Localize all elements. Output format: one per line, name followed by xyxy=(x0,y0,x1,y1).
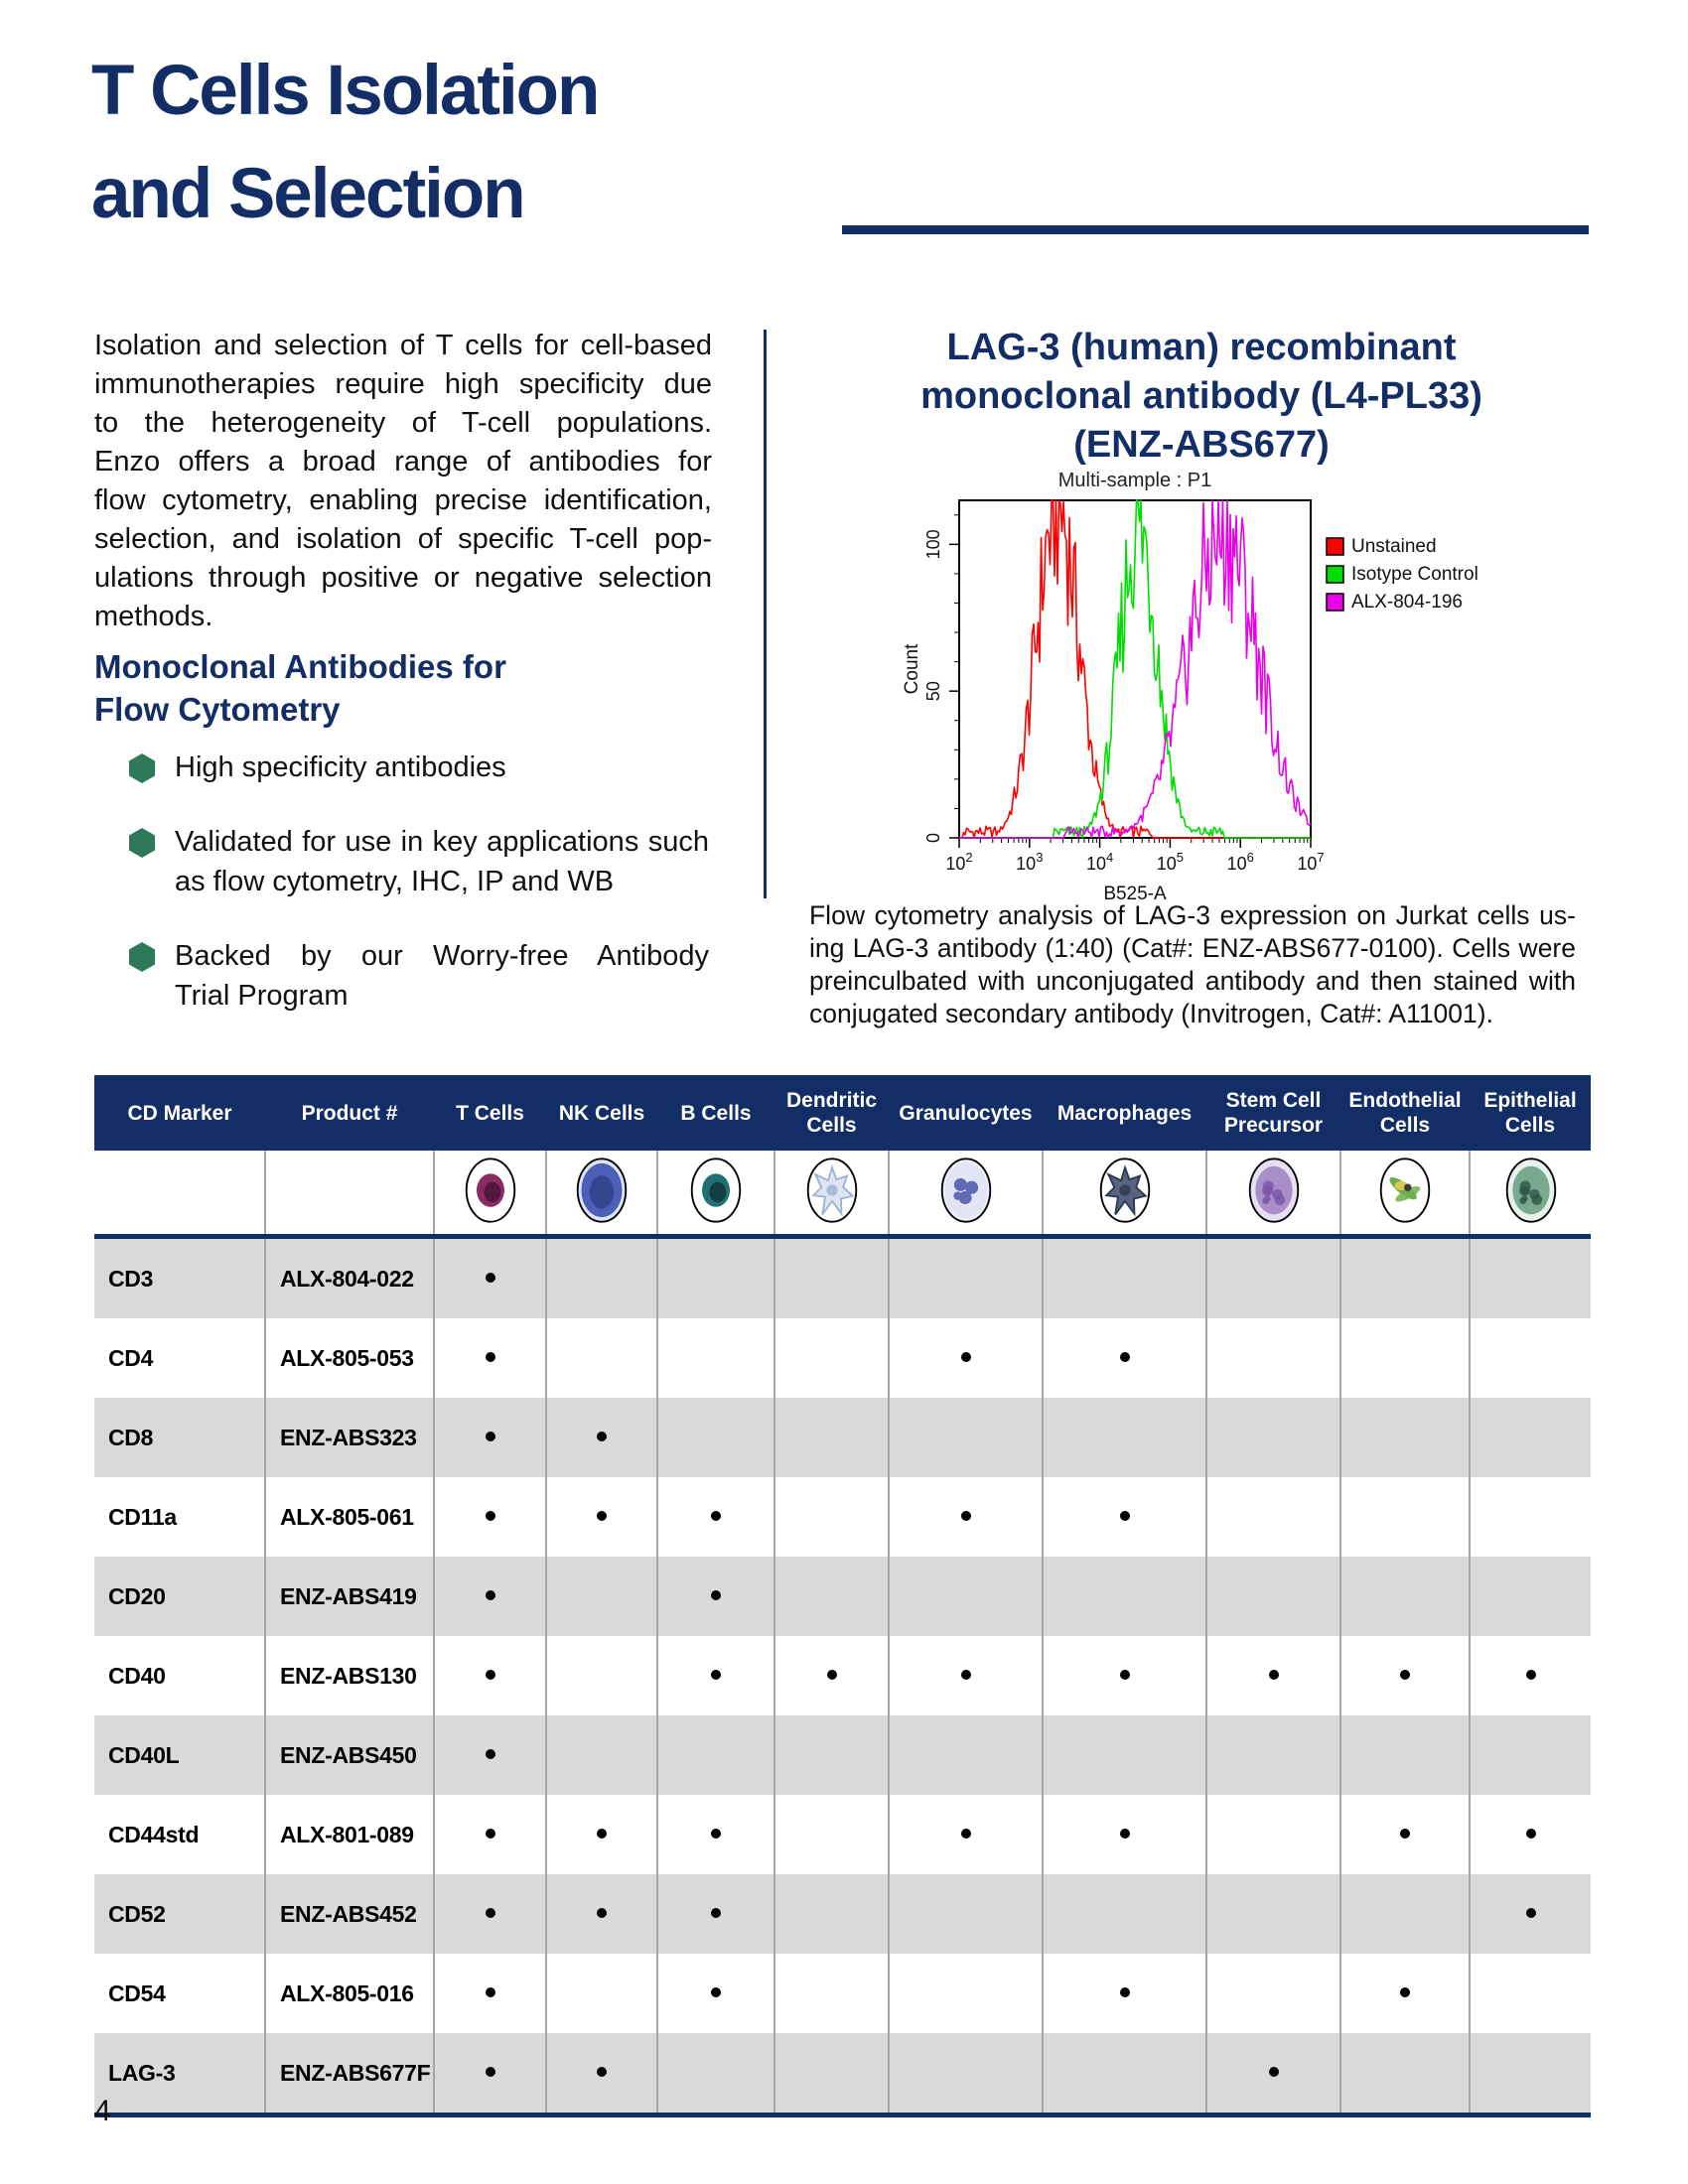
reactivity-cell xyxy=(434,2033,546,2116)
reactivity-cell xyxy=(546,1954,657,2033)
reactivity-cell xyxy=(1043,1715,1206,1795)
cell-image-row xyxy=(94,1151,1591,1237)
reactivity-dot xyxy=(1526,1829,1536,1839)
column-header: Epithelial Cells xyxy=(1470,1075,1591,1151)
reactivity-dot xyxy=(1120,1352,1130,1362)
feature-bullet-line: Backed by our Worry-free Antibody xyxy=(175,940,709,972)
product-number-cell: ENZ-ABS419 xyxy=(265,1557,434,1636)
feature-bullet-list xyxy=(129,748,709,1050)
reactivity-cell xyxy=(1340,1954,1470,2033)
column-divider xyxy=(764,330,767,898)
granulocyte-icon xyxy=(889,1151,1043,1237)
reactivity-dot xyxy=(486,2067,495,2077)
reactivity-cell xyxy=(546,1715,657,1795)
reactivity-cell xyxy=(657,1954,774,2033)
table-header-row xyxy=(94,1075,1591,1151)
reactivity-dot xyxy=(597,1829,607,1839)
reactivity-dot xyxy=(1400,1829,1410,1839)
reactivity-cell xyxy=(1206,1557,1340,1636)
reactivity-cell xyxy=(1470,2033,1591,2116)
reactivity-cell xyxy=(434,1715,546,1795)
product-panel-heading xyxy=(814,324,1589,470)
t-cell-icon xyxy=(434,1151,546,1237)
reactivity-cell xyxy=(1206,1237,1340,1319)
product-number-cell: ENZ-ABS130 xyxy=(265,1636,434,1715)
reactivity-cell xyxy=(889,1477,1043,1557)
table-row xyxy=(94,1636,1591,1715)
reactivity-cell xyxy=(1340,1237,1470,1319)
reactivity-dot xyxy=(711,1670,721,1680)
intro-line: immunotherapies require high specificity due xyxy=(94,368,712,400)
reactivity-cell xyxy=(657,1795,774,1874)
reactivity-cell xyxy=(1470,1398,1591,1477)
reactivity-dot xyxy=(961,1670,971,1680)
reactivity-cell xyxy=(657,1874,774,1954)
reactivity-cell xyxy=(1470,1715,1591,1795)
table-row xyxy=(94,1795,1591,1874)
svg-text:50: 50 xyxy=(923,681,943,702)
reactivity-dot xyxy=(1120,1829,1130,1839)
reactivity-dot xyxy=(827,1670,837,1680)
product-number-cell: ALX-804-022 xyxy=(265,1237,434,1319)
column-header: Endothelial Cells xyxy=(1340,1075,1470,1151)
reactivity-cell xyxy=(889,1795,1043,1874)
feature-bullet-line: Validated for use in key applications such xyxy=(175,826,709,858)
reactivity-cell xyxy=(1470,1557,1591,1636)
reactivity-cell xyxy=(1340,1795,1470,1874)
reactivity-dot xyxy=(711,1908,721,1918)
table-body xyxy=(94,1151,1591,2116)
page-title-line-1: T Cells Isolation xyxy=(91,52,599,130)
hexagon-bullet-icon xyxy=(129,753,155,783)
reactivity-cell xyxy=(546,1237,657,1319)
svg-text:Multi-sample : P1: Multi-sample : P1 xyxy=(1057,470,1212,491)
feature-bullet-line: Trial Program xyxy=(175,980,349,1012)
intro-line: ulations through positive or negative selection xyxy=(94,562,712,594)
caption-line: ing LAG-3 antibody (1:40) (Cat#: ENZ-ABS677-0100). Cells were xyxy=(809,933,1576,963)
table-row xyxy=(94,1557,1591,1636)
product-number-cell: ENZ-ABS323 xyxy=(265,1398,434,1477)
section-heading-line-1: Monoclonal Antibodies for xyxy=(94,648,506,685)
product-number-cell: ALX-805-061 xyxy=(265,1477,434,1557)
svg-text:B525-A: B525-A xyxy=(1103,884,1167,904)
product-number-cell: ALX-801-089 xyxy=(265,1795,434,1874)
cd-marker-cell: CD11a xyxy=(94,1477,265,1557)
reactivity-dot xyxy=(486,1432,495,1441)
reactivity-cell xyxy=(546,1318,657,1398)
reactivity-cell xyxy=(774,1636,889,1715)
svg-text:Count: Count xyxy=(902,643,922,695)
svg-text:103: $10^3$ xyxy=(1016,850,1044,874)
column-header: NK Cells xyxy=(546,1075,657,1151)
reactivity-cell xyxy=(774,1795,889,1874)
page-title-line-2: and Selection xyxy=(91,155,524,233)
cd-marker-cell: CD40L xyxy=(94,1715,265,1795)
table-row xyxy=(94,2033,1591,2116)
reactivity-cell xyxy=(1340,1636,1470,1715)
reactivity-cell xyxy=(774,1874,889,1954)
reactivity-dot xyxy=(1269,1670,1279,1680)
reactivity-cell xyxy=(774,1318,889,1398)
cd-marker-cell: CD4 xyxy=(94,1318,265,1398)
reactivity-cell xyxy=(546,1874,657,1954)
empty-cell xyxy=(265,1151,434,1237)
hexagon-bullet-icon xyxy=(129,942,155,972)
reactivity-cell xyxy=(1470,1636,1591,1715)
reactivity-dot xyxy=(711,1511,721,1521)
reactivity-cell xyxy=(1043,1318,1206,1398)
reactivity-cell xyxy=(1206,1477,1340,1557)
cd-marker-cell: CD44std xyxy=(94,1795,265,1874)
reactivity-cell xyxy=(1206,1318,1340,1398)
reactivity-dot xyxy=(1120,1670,1130,1680)
reactivity-cell xyxy=(1206,1398,1340,1477)
reactivity-cell xyxy=(657,1715,774,1795)
reactivity-cell xyxy=(434,1636,546,1715)
reactivity-dot xyxy=(1400,1670,1410,1680)
hexagon-bullet-icon xyxy=(129,828,155,858)
product-number-cell: ENZ-ABS677F xyxy=(265,2033,434,2116)
reactivity-cell xyxy=(889,1398,1043,1477)
intro-line: to the heterogeneity of T-cell populations. xyxy=(94,407,712,439)
product-heading-line-3: (ENZ-ABS677) xyxy=(1073,424,1330,466)
reactivity-cell xyxy=(1043,2033,1206,2116)
caption-line: Flow cytometry analysis of LAG-3 expression on Jurkat cells us- xyxy=(809,900,1576,930)
svg-text:ALX-804-196: ALX-804-196 xyxy=(1351,592,1463,613)
section-heading-line-2: Flow Cytometry xyxy=(94,691,341,728)
reactivity-dot xyxy=(597,2067,607,2077)
nk-cell-icon xyxy=(546,1151,657,1237)
svg-text:105: $10^5$ xyxy=(1156,850,1185,874)
reactivity-cell xyxy=(1340,1557,1470,1636)
caption-line: preinculbated with unconjugated antibody and then stained with xyxy=(809,966,1576,996)
reactivity-cell xyxy=(889,1237,1043,1319)
cd-marker-cell: CD40 xyxy=(94,1636,265,1715)
reactivity-dot xyxy=(1526,1670,1536,1680)
reactivity-dot xyxy=(597,1432,607,1441)
table-row xyxy=(94,1874,1591,1954)
reactivity-cell xyxy=(774,1237,889,1319)
intro-line: selection, and isolation of specific T-cell pop- xyxy=(94,523,712,555)
reactivity-cell xyxy=(1206,1715,1340,1795)
svg-text:104: $10^4$ xyxy=(1085,850,1114,874)
reactivity-cell xyxy=(774,1557,889,1636)
product-number-cell: ALX-805-016 xyxy=(265,1954,434,2033)
reactivity-cell xyxy=(657,1636,774,1715)
reactivity-cell xyxy=(434,1874,546,1954)
reactivity-dot xyxy=(711,1590,721,1600)
feature-bullet-item xyxy=(129,936,709,1016)
cd-marker-cell: CD52 xyxy=(94,1874,265,1954)
intro-line: methods. xyxy=(94,601,213,632)
svg-text:Isotype Control: Isotype Control xyxy=(1351,564,1478,585)
column-header: Stem Cell Precursor xyxy=(1206,1075,1340,1151)
svg-text:100: 100 xyxy=(923,529,943,560)
reactivity-dot xyxy=(486,1987,495,1997)
table-row xyxy=(94,1477,1591,1557)
intro-line: Enzo offers a broad range of antibodies for xyxy=(94,446,712,478)
reactivity-cell xyxy=(434,1237,546,1319)
reactivity-cell xyxy=(1340,1874,1470,1954)
reactivity-cell xyxy=(1043,1557,1206,1636)
reactivity-dot xyxy=(597,1908,607,1918)
reactivity-cell xyxy=(657,1477,774,1557)
reactivity-cell xyxy=(657,1557,774,1636)
reactivity-dot xyxy=(1120,1511,1130,1521)
reactivity-cell xyxy=(889,1954,1043,2033)
reactivity-cell xyxy=(1043,1636,1206,1715)
page-number: 4 xyxy=(94,2095,111,2127)
intro-line: flow cytometry, enabling precise identification, xyxy=(94,484,712,516)
svg-text:0: 0 xyxy=(923,832,943,844)
feature-bullet-item xyxy=(129,822,709,901)
reactivity-cell xyxy=(889,1874,1043,1954)
reactivity-cell xyxy=(1206,1874,1340,1954)
reactivity-cell xyxy=(1043,1237,1206,1319)
b-cell-icon xyxy=(657,1151,774,1237)
reactivity-cell xyxy=(889,1636,1043,1715)
feature-bullet-line: as flow cytometry, IHC, IP and WB xyxy=(175,866,615,897)
reactivity-cell xyxy=(1043,1398,1206,1477)
reactivity-cell xyxy=(434,1318,546,1398)
reactivity-cell xyxy=(889,1557,1043,1636)
table-row xyxy=(94,1715,1591,1795)
reactivity-table xyxy=(94,1075,1591,2117)
reactivity-dot xyxy=(486,1273,495,1283)
stem-cell-precursor-icon xyxy=(1206,1151,1340,1237)
reactivity-cell xyxy=(1043,1477,1206,1557)
reactivity-cell xyxy=(434,1795,546,1874)
cd-marker-cell: LAG-3 xyxy=(94,2033,265,2116)
reactivity-dot xyxy=(961,1352,971,1362)
column-header: Granulocytes xyxy=(889,1075,1043,1151)
column-header: Dendritic Cells xyxy=(774,1075,889,1151)
reactivity-dot xyxy=(486,1511,495,1521)
product-number-cell: ENZ-ABS450 xyxy=(265,1715,434,1795)
reactivity-cell xyxy=(657,1237,774,1319)
feature-bullet-item xyxy=(129,748,709,787)
product-heading-line-2: monoclonal antibody (L4-PL33) xyxy=(920,375,1482,417)
reactivity-dot xyxy=(961,1829,971,1839)
intro-line: Isolation and selection of T cells for cell-based xyxy=(94,330,712,361)
reactivity-cell xyxy=(889,1318,1043,1398)
reactivity-cell xyxy=(774,1715,889,1795)
reactivity-dot xyxy=(1400,1987,1410,1997)
svg-text:Unstained: Unstained xyxy=(1351,536,1437,557)
page-title xyxy=(91,40,598,246)
reactivity-dot xyxy=(486,1670,495,1680)
reactivity-cell xyxy=(546,2033,657,2116)
reactivity-dot xyxy=(486,1829,495,1839)
reactivity-cell xyxy=(434,1954,546,2033)
reactivity-cell xyxy=(774,2033,889,2116)
epithelial-cell-icon xyxy=(1470,1151,1591,1237)
reactivity-cell xyxy=(1043,1795,1206,1874)
reactivity-cell xyxy=(1206,2033,1340,2116)
reactivity-cell xyxy=(774,1477,889,1557)
intro-paragraph xyxy=(94,327,712,636)
macrophage-icon xyxy=(1043,1151,1206,1237)
reactivity-cell xyxy=(657,1398,774,1477)
reactivity-cell xyxy=(1206,1954,1340,2033)
chart-caption xyxy=(809,899,1576,1030)
table-row xyxy=(94,1954,1591,2033)
reactivity-cell xyxy=(1043,1954,1206,2033)
reactivity-cell xyxy=(1470,1237,1591,1319)
cd-marker-cell: CD8 xyxy=(94,1398,265,1477)
reactivity-cell xyxy=(1340,1715,1470,1795)
reactivity-dot xyxy=(486,1590,495,1600)
reactivity-cell xyxy=(1470,1318,1591,1398)
reactivity-cell xyxy=(1470,1874,1591,1954)
reactivity-cell xyxy=(546,1477,657,1557)
reactivity-cell xyxy=(657,2033,774,2116)
reactivity-cell xyxy=(889,1715,1043,1795)
product-number-cell: ENZ-ABS452 xyxy=(265,1874,434,1954)
svg-text:106: $10^6$ xyxy=(1226,850,1254,874)
column-header: Macrophages xyxy=(1043,1075,1206,1151)
reactivity-cell xyxy=(657,1318,774,1398)
reactivity-dot xyxy=(1269,2067,1279,2077)
reactivity-dot xyxy=(711,1829,721,1839)
reactivity-cell xyxy=(1470,1954,1591,2033)
table-row xyxy=(94,1237,1591,1319)
reactivity-dot xyxy=(597,1511,607,1521)
reactivity-dot xyxy=(1120,1987,1130,1997)
cd-marker-cell: CD3 xyxy=(94,1237,265,1319)
reactivity-cell xyxy=(1470,1477,1591,1557)
section-heading xyxy=(94,645,506,731)
product-number-cell: ALX-805-053 xyxy=(265,1318,434,1398)
reactivity-cell xyxy=(774,1954,889,2033)
reactivity-cell xyxy=(434,1557,546,1636)
svg-text:107: $10^7$ xyxy=(1297,850,1325,874)
cd-marker-cell: CD54 xyxy=(94,1954,265,2033)
reactivity-cell xyxy=(546,1795,657,1874)
reactivity-cell xyxy=(434,1398,546,1477)
reactivity-cell xyxy=(1340,1398,1470,1477)
reactivity-cell xyxy=(1043,1874,1206,1954)
reactivity-cell xyxy=(1340,1477,1470,1557)
reactivity-cell xyxy=(546,1636,657,1715)
column-header: Product # xyxy=(265,1075,434,1151)
reactivity-cell xyxy=(1340,1318,1470,1398)
reactivity-dot xyxy=(486,1749,495,1759)
reactivity-cell xyxy=(1206,1795,1340,1874)
dendritic-cell-icon xyxy=(774,1151,889,1237)
product-heading-line-1: LAG-3 (human) recombinant xyxy=(946,327,1457,368)
reactivity-cell xyxy=(774,1398,889,1477)
title-rule xyxy=(842,225,1589,234)
column-header: B Cells xyxy=(657,1075,774,1151)
column-header: CD Marker xyxy=(94,1075,265,1151)
table-row xyxy=(94,1398,1591,1477)
reactivity-cell xyxy=(1206,1636,1340,1715)
reactivity-dot xyxy=(711,1987,721,1997)
feature-bullet-line: High specificity antibodies xyxy=(175,751,506,783)
svg-text:102: $10^2$ xyxy=(945,850,973,874)
reactivity-dot xyxy=(1526,1908,1536,1918)
reactivity-dot xyxy=(961,1511,971,1521)
table-row xyxy=(94,1318,1591,1398)
endothelial-cell-icon xyxy=(1340,1151,1470,1237)
reactivity-cell xyxy=(434,1477,546,1557)
reactivity-cell xyxy=(1470,1795,1591,1874)
empty-cell xyxy=(94,1151,265,1237)
reactivity-dot xyxy=(486,1352,495,1362)
reactivity-cell xyxy=(546,1398,657,1477)
caption-line: conjugated secondary antibody (Invitrogen, Cat#: A11001). xyxy=(809,999,1493,1028)
reactivity-cell xyxy=(889,2033,1043,2116)
reactivity-dot xyxy=(486,1908,495,1918)
reactivity-cell xyxy=(1340,2033,1470,2116)
column-header: T Cells xyxy=(434,1075,546,1151)
cd-marker-cell: CD20 xyxy=(94,1557,265,1636)
reactivity-cell xyxy=(546,1557,657,1636)
